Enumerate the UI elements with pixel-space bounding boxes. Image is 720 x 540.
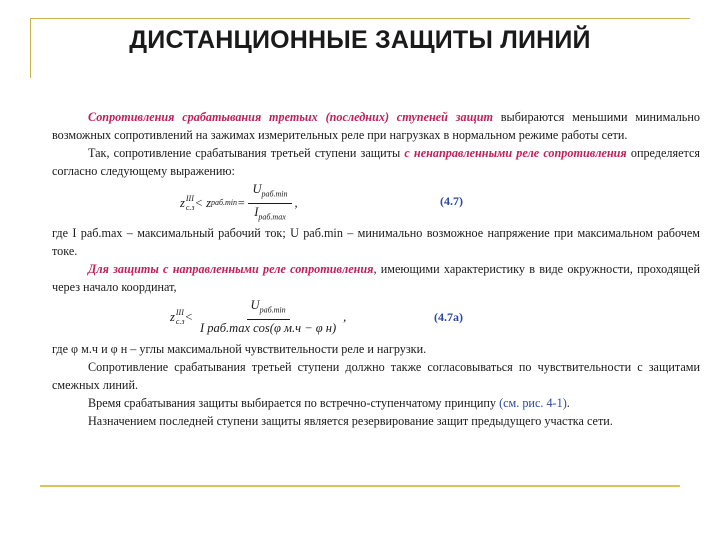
slide-title: ДИСТАНЦИОННЫЕ ЗАЩИТЫ ЛИНИЙ <box>129 26 591 54</box>
paragraph-7-text-a: Время срабатывания защиты выбирается по встречно-ступенчатому принципу <box>88 396 500 410</box>
eq1-denominator: I <box>254 204 259 219</box>
eq1-numerator: U <box>252 182 262 196</box>
eq2-denominator: I раб.max cos(φ м.ч − φ н) <box>199 320 337 335</box>
paragraph-2 <box>52 144 700 180</box>
eq2-lhs-sub: с.з <box>175 316 185 326</box>
document-body <box>52 108 700 430</box>
eq2-numerator: U <box>250 298 260 312</box>
eq1-lhs-sup: III <box>185 194 194 203</box>
paragraph-2-highlight: с ненаправленными реле сопротивления <box>404 146 627 160</box>
eq1-denominator-sub: раб.max <box>258 212 286 221</box>
equation-number-4-7a: (4.7а) <box>434 310 463 324</box>
eq1-numerator-sub: раб.min <box>261 189 288 199</box>
paragraph-7-text-b: . <box>566 396 570 410</box>
eq1-rel: < z <box>194 196 211 210</box>
paragraph-6: Сопротивление срабатывания третьей ступени должно также согласовываться по чувствительности с защитами смежных линий. <box>52 360 700 392</box>
eq2-fraction <box>196 298 340 336</box>
top-border-line <box>30 18 690 19</box>
eq2-numerator-sub: раб.min <box>259 305 286 315</box>
paragraph-1 <box>52 108 700 144</box>
equation-number-4-7: (4.7) <box>440 194 463 208</box>
paragraph-4-text: , имеющими характеристику в виде окружности, проходящей через начало координат, <box>52 262 700 294</box>
paragraph-3: где I раб.max – максимальный рабочий ток; U раб.min – минимально возможное напряжение при максимальном рабочем токе. <box>52 226 700 258</box>
eq1-tail: , <box>294 196 298 210</box>
equation-4-7-body <box>180 182 298 224</box>
paragraph-1-highlight: Сопротивления срабатывания третьих (последних) ступеней защит <box>88 110 493 124</box>
paragraph-5: где φ м.ч и φ н – углы максимальной чувствительности реле и нагрузки. <box>52 342 427 356</box>
equation-4-7 <box>52 180 700 224</box>
eq1-rel2: = <box>237 196 246 210</box>
eq2-lhs: z <box>170 309 175 324</box>
paragraph-4-highlight: Для защиты с направленными реле сопротивления <box>88 262 374 276</box>
eq2-lhs-sup: III <box>175 307 184 317</box>
eq1-lhs: z <box>180 196 185 210</box>
paragraph-7 <box>52 394 700 412</box>
bottom-border-line <box>40 485 680 487</box>
eq2-tail: , <box>343 309 347 324</box>
equation-4-7a <box>52 296 700 340</box>
eq1-rel-sub: раб.min <box>210 198 238 207</box>
equation-4-7a-body <box>170 298 346 336</box>
eq2-rel: < <box>184 309 193 324</box>
paragraph-8: Назначением последней ступени защиты является резервирование защит предыдущего участка сети. <box>88 414 613 428</box>
eq1-fraction <box>248 182 291 224</box>
paragraph-1-text: выбираются меньшими минимально возможных сопротивлений на зажимах измерительных реле при нагрузках в нормальном режиме работы сети. <box>52 110 700 142</box>
paragraph-4 <box>52 260 700 296</box>
paragraph-2-text-a: Так, сопротивление срабатывания третьей ступени защиты <box>88 146 405 160</box>
figure-reference-link[interactable]: (см. рис. 4-1) <box>499 396 567 410</box>
paragraph-2-text-b: определяется согласно следующему выражению: <box>52 146 700 178</box>
eq1-lhs-sub: с.з <box>185 203 195 212</box>
